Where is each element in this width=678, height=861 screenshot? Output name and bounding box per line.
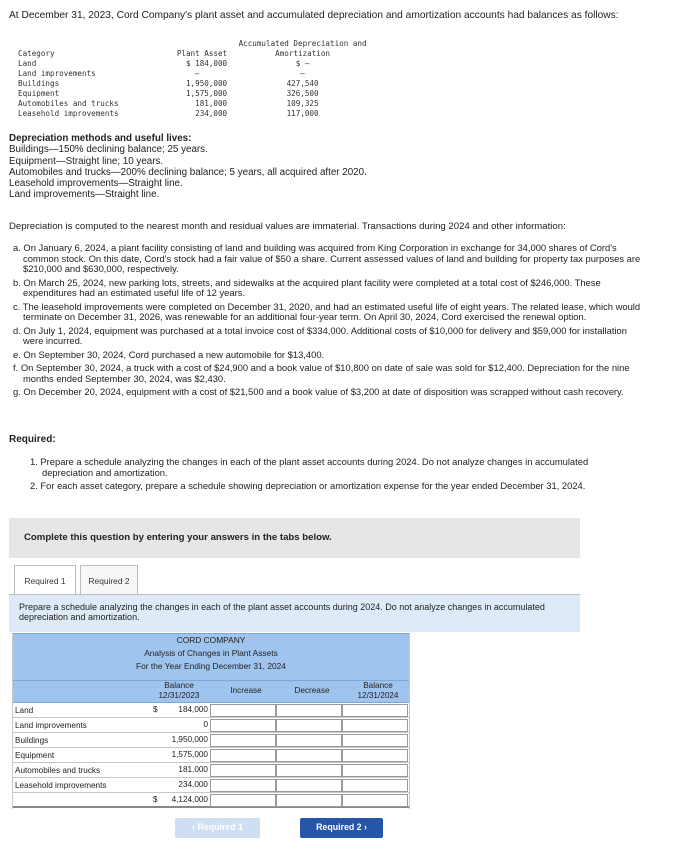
- table-row: Land improvements 0: [12, 718, 410, 733]
- balance-row: Equipment 1,575,000 326,500: [18, 89, 319, 98]
- decrease-input[interactable]: [276, 779, 342, 792]
- intro-text: At December 31, 2023, Cord Company's plant asset and accumulated depreciation and amortization accounts had balances as follows:: [9, 10, 619, 21]
- balances-table: [18, 39, 378, 119]
- column-header-row: [12, 681, 410, 703]
- next-button[interactable]: Required 2 ›: [300, 818, 383, 838]
- balance-row: Leasehold improvements 234,000 117,000: [18, 109, 319, 118]
- table-row: Buildings 1,950,000: [12, 733, 410, 748]
- total-value: 4,124,000: [171, 795, 208, 804]
- question-prompt: Prepare a schedule analyzing the changes in each of the plant asset accounts during 2024. Do not analyze changes in accumulated depreciation and amortization.: [9, 594, 580, 632]
- schedule-table: [12, 633, 410, 804]
- depreciation-heading: Depreciation methods and useful lives:: [9, 133, 192, 144]
- increase-total-input[interactable]: [210, 794, 276, 807]
- prev-button[interactable]: ‹ Required 1: [175, 818, 260, 838]
- table-row: Equipment 1,575,000: [12, 748, 410, 763]
- ending-balance-input[interactable]: [342, 719, 408, 732]
- depreciation-line: Automobiles and trucks—200% declining balance; 5 years, all acquired after 2020.: [9, 166, 367, 178]
- transaction-item: d. On July 1, 2024, equipment was purchased at a total invoice cost of $334,000. Additional costs of $10,000 for delivery and $59,000 for installation were incurred.: [13, 324, 627, 346]
- balance-value: 181,000: [178, 765, 208, 774]
- required-item: 1. Prepare a schedule analyzing the changes in each of the plant asset accounts during 2024. Do not analyze changes in accumulated depreciation and amortization.: [30, 456, 589, 478]
- schedule-title: Analysis of Changes in Plant Assets: [144, 648, 278, 658]
- accum-header-2: Amortization: [275, 49, 330, 58]
- balance-row: Automobiles and trucks 181,000 109,325: [18, 99, 319, 108]
- required-item: 2. For each asset category, prepare a schedule showing depreciation or amortization expense for the year ended December 31, 2024.: [30, 480, 586, 491]
- decrease-input[interactable]: [276, 764, 342, 777]
- decrease-input[interactable]: [276, 734, 342, 747]
- increase-input[interactable]: [210, 764, 276, 777]
- transaction-item: g. On December 20, 2024, equipment with a cost of $21,500 and a book value of $3,200 at date of disposition was scrapped without cash recovery.: [13, 386, 624, 397]
- balance-row: Land $ 184,000 $ —: [18, 59, 310, 68]
- balance-row: Buildings 1,950,000 427,540: [18, 79, 319, 88]
- decrease-total-input[interactable]: [276, 794, 342, 807]
- transaction-item: f. On September 30, 2024, a truck with a cost of $24,900 and a book value of $10,800 on date of sale was sold for $12,400. Depreciation for the nine months ended September 30, 2024, was $2,430.: [13, 362, 630, 384]
- required-heading: Required:: [9, 434, 56, 445]
- schedule-header: [12, 633, 410, 681]
- increase-input[interactable]: [210, 704, 276, 717]
- depreciation-line: Equipment—Straight line; 10 years.: [9, 155, 164, 167]
- instruction-banner: Complete this question by entering your answers in the tabs below.: [9, 518, 580, 558]
- ending-balance-input[interactable]: [342, 749, 408, 762]
- schedule-period: For the Year Ending December 31, 2024: [136, 661, 286, 671]
- ending-total-input[interactable]: [342, 794, 408, 807]
- decrease-input[interactable]: [276, 704, 342, 717]
- balance-value: 1,575,000: [171, 750, 208, 759]
- increase-input[interactable]: [210, 779, 276, 792]
- col-decrease: Decrease: [294, 686, 330, 695]
- ending-balance-input[interactable]: [342, 704, 408, 717]
- table-row: Automobiles and trucks 181,000: [12, 763, 410, 778]
- plant-asset-header: Plant Asset: [176, 49, 228, 58]
- balance-row: Land improvements — —: [18, 69, 305, 78]
- increase-input[interactable]: [210, 719, 276, 732]
- ending-balance-input[interactable]: [342, 779, 408, 792]
- balance-value: 1,950,000: [171, 735, 208, 744]
- balance-value: 184,000: [178, 705, 208, 714]
- table-row: Land $ 184,000: [12, 703, 410, 718]
- total-row: $ 4,124,000: [12, 793, 410, 808]
- required-list: [30, 457, 630, 495]
- transaction-item: c. The leasehold improvements were completed on December 31, 2020, and had an estimated useful life of eight years. The related lease, which would terminate on December 31, 2026, was renewable for an additional four-year term. On April 30, 2024, Cord exercised the renewal option.: [13, 300, 641, 322]
- tab-required-2[interactable]: Required 2: [80, 565, 138, 595]
- increase-input[interactable]: [210, 734, 276, 747]
- increase-input[interactable]: [210, 749, 276, 762]
- accum-header: Accumulated Depreciation and: [238, 39, 367, 48]
- tab-required-1[interactable]: Required 1: [14, 565, 76, 595]
- depreciation-line: Leasehold improvements—Straight line.: [9, 178, 183, 190]
- company-name: CORD COMPANY: [176, 635, 246, 645]
- ending-balance-input[interactable]: [342, 764, 408, 777]
- depreciation-methods: [9, 133, 367, 201]
- decrease-input[interactable]: [276, 719, 342, 732]
- table-row: Leasehold improvements 234,000: [12, 778, 410, 793]
- transaction-list: [9, 243, 641, 401]
- ending-balance-input[interactable]: [342, 734, 408, 747]
- col-balance-2023: Balance 12/31/2023: [158, 681, 200, 700]
- depreciation-line: Land improvements—Straight line.: [9, 189, 160, 201]
- category-header: Category: [18, 49, 55, 58]
- balance-value: 0: [203, 720, 208, 729]
- col-increase: Increase: [230, 686, 262, 695]
- col-balance-2024: Balance 12/31/2024: [357, 681, 399, 700]
- computation-note: Depreciation is computed to the nearest month and residual values are immaterial. Transactions during 2024 and other information:: [9, 221, 566, 232]
- transaction-item: e. On September 30, 2024, Cord purchased a new automobile for $13,400.: [13, 348, 325, 360]
- decrease-input[interactable]: [276, 749, 342, 762]
- balance-value: 234,000: [178, 780, 208, 789]
- depreciation-line: Buildings—150% declining balance; 25 years.: [9, 144, 208, 156]
- transaction-item: a. On January 6, 2024, a plant facility consisting of land and building was acquired from King Corporation in exchange for 34,000 shares of Cord's common stock. On this date, Cord's stock had a fair value of $50 a share. Current assessed values of land and building for property tax purposes are $210,000 and $630,000, respectively.: [13, 242, 641, 274]
- transaction-item: b. On March 25, 2024, new parking lots, streets, and sidewalks at the acquired plant facility were completed at a total cost of $246,000. These expenditures had an estimated useful life of 12 years.: [13, 276, 601, 298]
